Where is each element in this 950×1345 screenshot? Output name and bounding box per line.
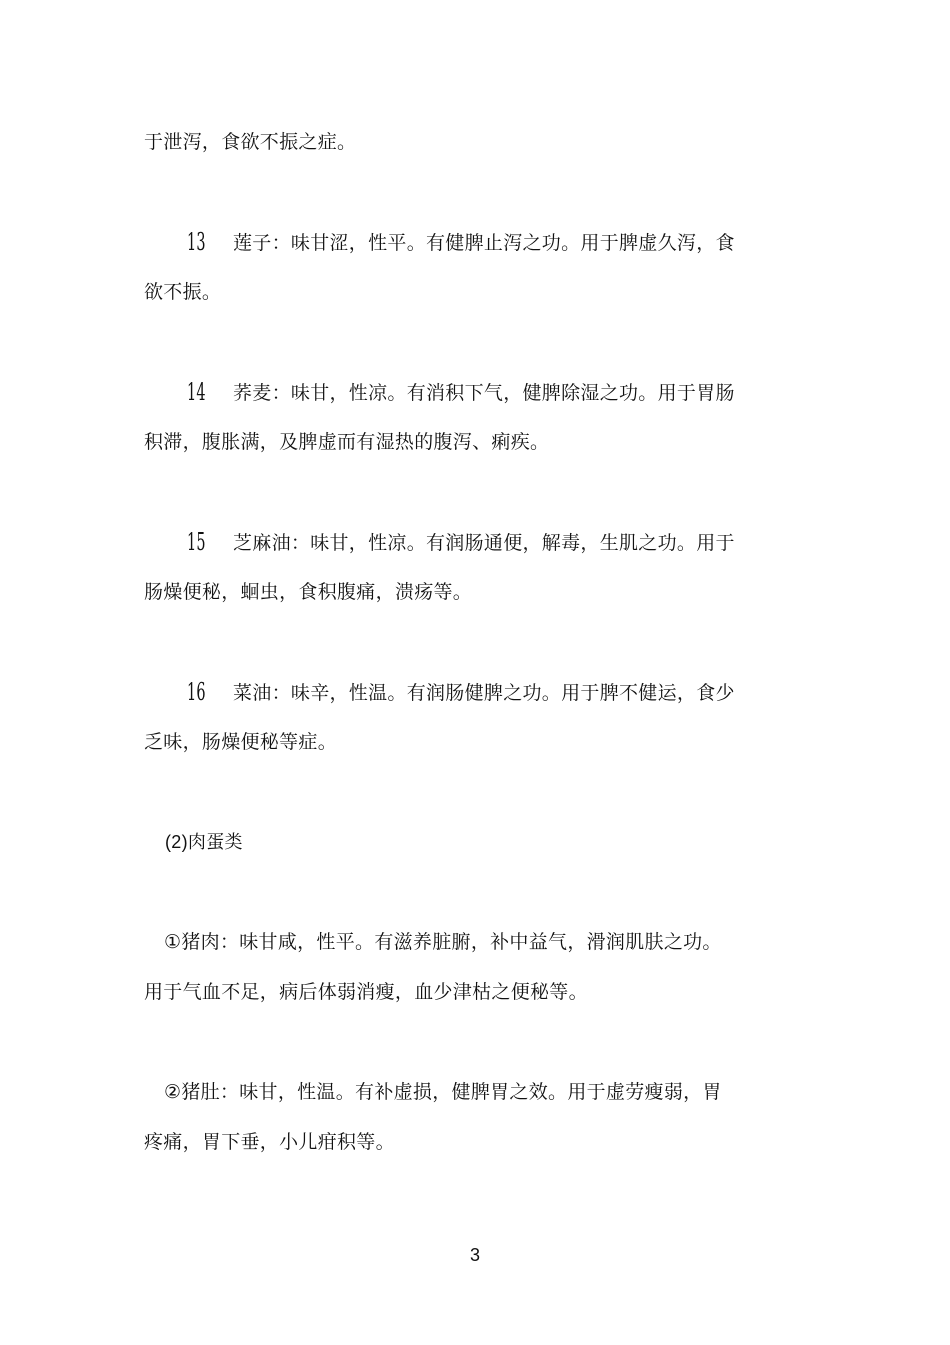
item-pork-line-2: 用于气血不足，病后体弱消瘦，血少津枯之便秘等。 [144, 981, 588, 1003]
paragraph-text: 芝麻油：味甘，性凉。有润肠通便，解毒，生肌之功。用于 [233, 532, 735, 554]
paragraph-14-line-1 [187, 379, 784, 406]
paragraph-text: 莲子：味甘涩，性平。有健脾止泻之功。用于脾虚久泻，食 [233, 232, 735, 254]
paragraph-text: 菜油：味辛，性温。有润肠健脾之功。用于脾不健运，食少 [233, 682, 735, 704]
item-pork-line-1: ①猪肉：味甘咸，性平。有滋养脏腑，补中益气，滑润肌肤之功。 [164, 931, 722, 953]
item-number: 16 [187, 678, 206, 706]
paragraph-13-line-1 [187, 229, 784, 256]
paragraph-13-line-2: 欲不振。 [144, 281, 222, 303]
paragraph-16-line-2: 乏味，肠燥便秘等症。 [144, 731, 338, 753]
item-tripe-line-1: ②猪肚：味甘，性温。有补虚损，健脾胃之效。用于虚劳瘦弱，胃 [164, 1081, 722, 1103]
section-heading: (2)肉蛋类 [165, 832, 243, 852]
paragraph-text: 荞麦：味甘，性凉。有消积下气，健脾除湿之功。用于胃肠 [233, 382, 735, 404]
paragraph-continuation: 于泄泻，食欲不振之症。 [144, 131, 357, 153]
item-number: 14 [187, 378, 206, 406]
paragraph-16-line-1 [187, 679, 784, 706]
page-number: 3 [469, 1245, 480, 1265]
paragraph-15-line-1 [187, 529, 784, 556]
item-tripe-line-2: 疼痛，胃下垂，小儿疳积等。 [144, 1131, 395, 1153]
item-number: 15 [187, 528, 206, 556]
paragraph-15-line-2: 肠燥便秘，蛔虫，食积腹痛，溃疡等。 [144, 581, 473, 603]
item-number: 13 [187, 228, 206, 256]
paragraph-14-line-2: 积滞，腹胀满，及脾虚而有湿热的腹泻、痢疾。 [144, 431, 550, 453]
